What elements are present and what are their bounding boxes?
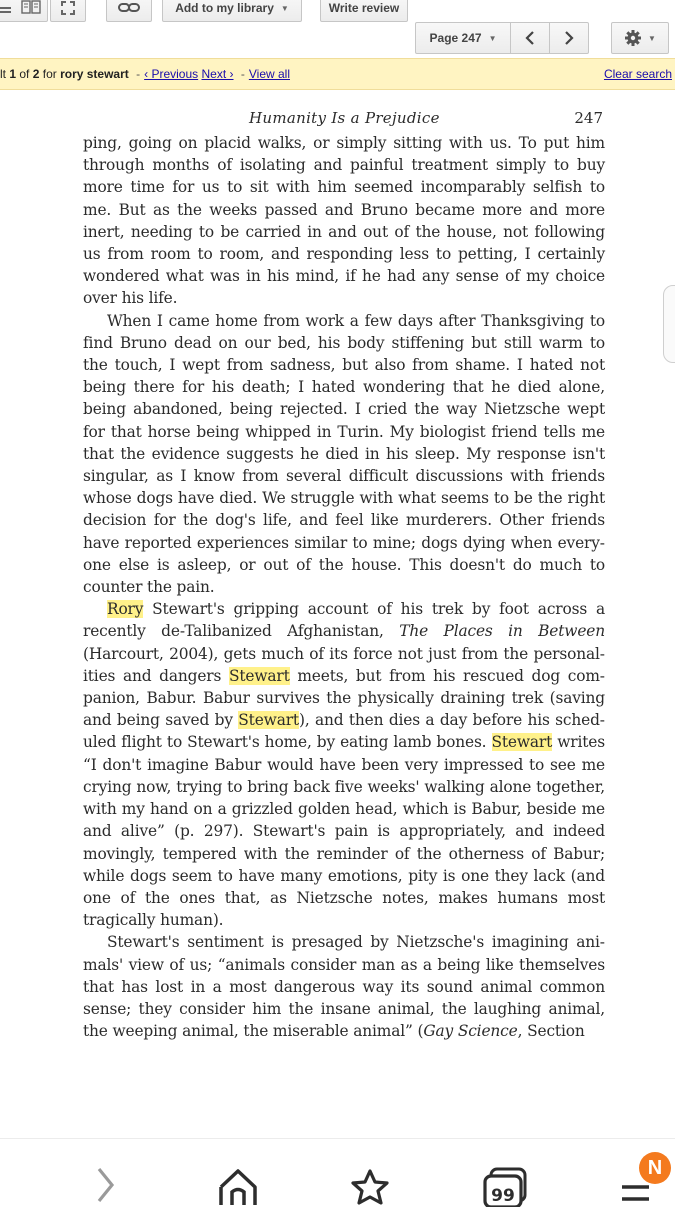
star-plus-icon[interactable]	[348, 1165, 394, 1205]
write-review-label: Write review	[328, 1, 400, 15]
previous-result-link[interactable]: ‹ Previous	[144, 67, 199, 81]
chevron-down-icon: ▼	[648, 33, 656, 43]
chevron-left-icon	[524, 31, 536, 45]
result-index: 1	[9, 67, 17, 81]
add-to-library-button[interactable]	[162, 0, 302, 22]
home-icon[interactable]	[216, 1165, 260, 1205]
source-title: Gay Science	[423, 1022, 518, 1041]
view-all-link[interactable]: View all	[248, 67, 290, 81]
next-result-link[interactable]: Next ›	[201, 67, 234, 81]
page-navigation	[0, 22, 675, 54]
scroll-handle[interactable]	[663, 285, 675, 363]
write-review-button[interactable]	[320, 0, 408, 22]
view-mode-button[interactable]	[0, 0, 48, 22]
running-title: Humanity Is a Prejudice	[249, 109, 440, 127]
paragraph: Stewart's sentiment is presaged by Nietzsche's imagining animals' view of us; “animals consider man as a being like themselves that has lost in a most dangerous way its sound animal common sense; they consider him the insane animal, the laughing animal, the weeping animal, the miserable animal” (Gay Science, Section	[83, 933, 605, 1041]
search-result-bar	[0, 58, 675, 90]
result-total: 2	[32, 67, 40, 81]
link-icon	[118, 2, 140, 14]
paragraph: ping, going on placid walks, or simply sitting with us. To put him through months of isolating and painful treatment simply to buy more time for us to sit with him seemed incomparably selfish to me. But as the weeks passed and Bruno became more and more inert, needing to be carried in and out of the house, not following us from room to room, and responding less to petting, I certainly wondered what was in his mind, if he had any sense of my choice over his life.	[83, 134, 605, 308]
browser-bottom-nav	[0, 1138, 675, 1206]
fullscreen-icon	[60, 0, 76, 16]
add-to-library-label: Add to my library	[175, 1, 274, 15]
page-number: 247	[574, 109, 603, 127]
search-highlight: Stewart	[491, 733, 553, 752]
search-query: rory stewart	[60, 67, 129, 81]
settings-button[interactable]	[611, 22, 669, 54]
clear-search-link[interactable]: Clear search	[603, 67, 672, 81]
svg-text:99: 99	[491, 1186, 515, 1206]
search-highlight: Stewart	[228, 666, 290, 685]
previous-page-button[interactable]	[510, 22, 550, 54]
book-page	[83, 106, 605, 1042]
chevron-down-icon: ▼	[488, 33, 497, 43]
notification-badge[interactable]: N	[639, 1152, 671, 1184]
search-highlight: Rory	[107, 600, 144, 619]
chevron-down-icon: ▼	[280, 3, 289, 13]
page-select-dropdown[interactable]	[415, 22, 511, 54]
chevron-right-icon	[563, 31, 575, 45]
running-head	[83, 106, 605, 132]
fullscreen-button[interactable]	[50, 0, 86, 22]
page-select-label: Page 247	[429, 31, 482, 45]
list-view-icon	[0, 6, 13, 18]
search-result-text: lt 1 of 2 for rory stewart - ‹ Previous Next › - View all	[0, 67, 290, 81]
paragraph: When I came home from work a few days after Thanksgiving to find Bruno dead on our bed, his body stiffening but still warm to the touch, I wept from sadness, but also from shame. I hated not being there for his death; I hated wondering that he died alone, being abandoned, being rejected. I cried the way Nietzsche wept for that horse being whipped in Turin. My biologist friend tells me that the evidence suggests he died in his sleep. My response isn't singular, as I know from several difficult discussions with friends whose dogs have died. We struggle with what seems to be the right decision for the dog's life, and feel like murderers. Other friends have reported experiences similar to mine; dogs dying when everyone else is asleep, or out of the house. This doesn't do much to counter the pain.	[83, 311, 605, 597]
link-button[interactable]	[106, 0, 152, 22]
paragraph: Rory Stewart's gripping account of his trek by foot across a recently de-Talibanized Afghanistan, The Places in Between (Harcourt, 2004), gets much of its force not just from the personalities and dangers Stewart meets, but from his rescued dog companion, Babur. Babur survives the physically draining trek (saving and being saved by Stewart), and then dies a day before his scheduled flight to Stewart's home, by eating lamb bones. Stewart writes “I don't imagine Babur would have been very impressed to see me crying now, trying to bring back five weeks' walking alone together, with my hand on a grizzled golden head, which is Babur, beside me and alive” (p. 297). Stewart's pain is appropriately, and indeed movingly, tempered with the reminder of the otherness of Babur; while dogs seem to have many emotions, pity is one they lack (and one of the ones that, as Nietzsche notes, makes humans most tragically human).	[83, 600, 605, 930]
search-highlight: Stewart	[238, 711, 299, 730]
next-page-button[interactable]	[549, 22, 589, 54]
gear-icon	[624, 29, 642, 47]
two-page-icon	[21, 0, 41, 14]
reader-toolbar	[0, 0, 675, 24]
book-title: The Places in Between	[399, 622, 605, 641]
tabs-icon[interactable]	[482, 1167, 532, 1207]
forward-arrow-icon[interactable]	[94, 1165, 118, 1205]
